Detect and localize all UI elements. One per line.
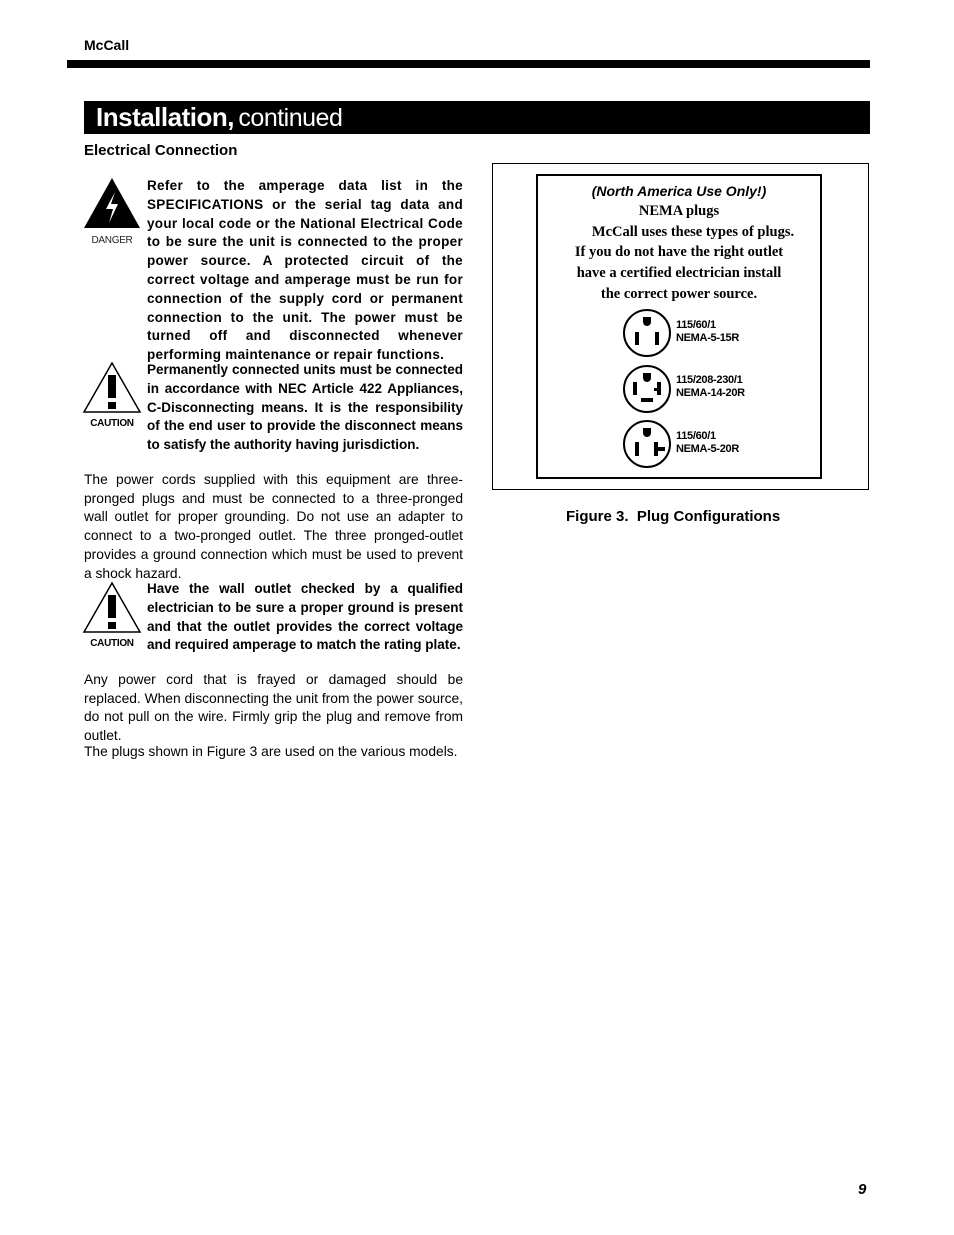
nema-5-15r-outlet-icon bbox=[622, 308, 672, 363]
title-main: Installation, bbox=[96, 102, 234, 132]
page-number: 9 bbox=[858, 1181, 867, 1198]
header-rule bbox=[67, 60, 870, 68]
caution-label: CAUTION bbox=[90, 638, 134, 649]
danger-label: DANGER bbox=[91, 235, 133, 246]
figure-caption: Figure 3. Plug Configurations bbox=[566, 508, 781, 525]
figure-line: have a certified electrician install bbox=[576, 265, 782, 281]
paragraph-power-cords: The power cords supplied with this equipment are three-pronged plugs and must be connected to a three-pronged wall outlet for proper grounding. Do not use an adapter to connect to a two-pronged outlet. The three pronged-outlet provides a ground connection which must be used to prevent a shock hazard. bbox=[84, 472, 463, 581]
figure-line: the correct power source. bbox=[600, 286, 758, 302]
plug-label: 115/208-230/1 NEMA-14-20R bbox=[676, 374, 745, 399]
caution-exclamation-icon bbox=[82, 361, 142, 429]
title-sub: continued bbox=[238, 104, 343, 132]
caution-wall-outlet-text: Have the wall outlet checked by a qualified electrician to be sure a proper ground is present and that the outlet provides the correct voltage and required amperage to match the rating plate. bbox=[147, 581, 463, 653]
paragraph-damaged-cord: Any power cord that is frayed or damaged should be replaced. When disconnecting the unit from the power source, do not pull on the wire. Firmly grip the plug and remove from outlet. bbox=[84, 672, 463, 744]
caution-exclamation-icon bbox=[82, 581, 142, 649]
plug-label: 115/60/1 NEMA-5-15R bbox=[676, 319, 740, 344]
nema-14-20r-outlet-icon bbox=[622, 364, 672, 419]
nema-5-20r-outlet-icon bbox=[622, 419, 672, 474]
figure-line: McCall uses these types of plugs. bbox=[591, 224, 795, 240]
figure-line: If you do not have the right outlet bbox=[574, 244, 784, 260]
danger-electrical-icon bbox=[82, 176, 142, 246]
caution-warning-text: Permanently connected units must be connected in accordance with NEC Article 422 Appliances, C-Disconnecting means. It is the responsibility of the end user to provide the disconnect means to satisfy the authority having jurisdiction. bbox=[147, 362, 463, 453]
brand-name: McCall bbox=[84, 37, 130, 53]
figure-line: NEMA plugs bbox=[638, 203, 720, 219]
section-heading: Electrical Connection bbox=[84, 142, 238, 159]
page-title bbox=[84, 101, 870, 134]
plug-label: 115/60/1 NEMA-5-20R bbox=[676, 430, 740, 455]
paragraph-plugs-reference: The plugs shown in Figure 3 are used on the various models. bbox=[84, 744, 458, 759]
danger-warning-text: Refer to the amperage data list in the SPECIFICATIONS or the serial tag data and your local code or the National Electrical Code to be sure the unit is connected to the proper power source. A protected circuit of the correct voltage and amperage must be run for connection of the supply cord or permanent connection to the unit. The power must be turned off and disconnected whenever performing maintenance or repair functions. bbox=[147, 178, 463, 363]
figure-note: (North America Use Only!) bbox=[591, 183, 767, 199]
caution-label: CAUTION bbox=[90, 418, 134, 429]
